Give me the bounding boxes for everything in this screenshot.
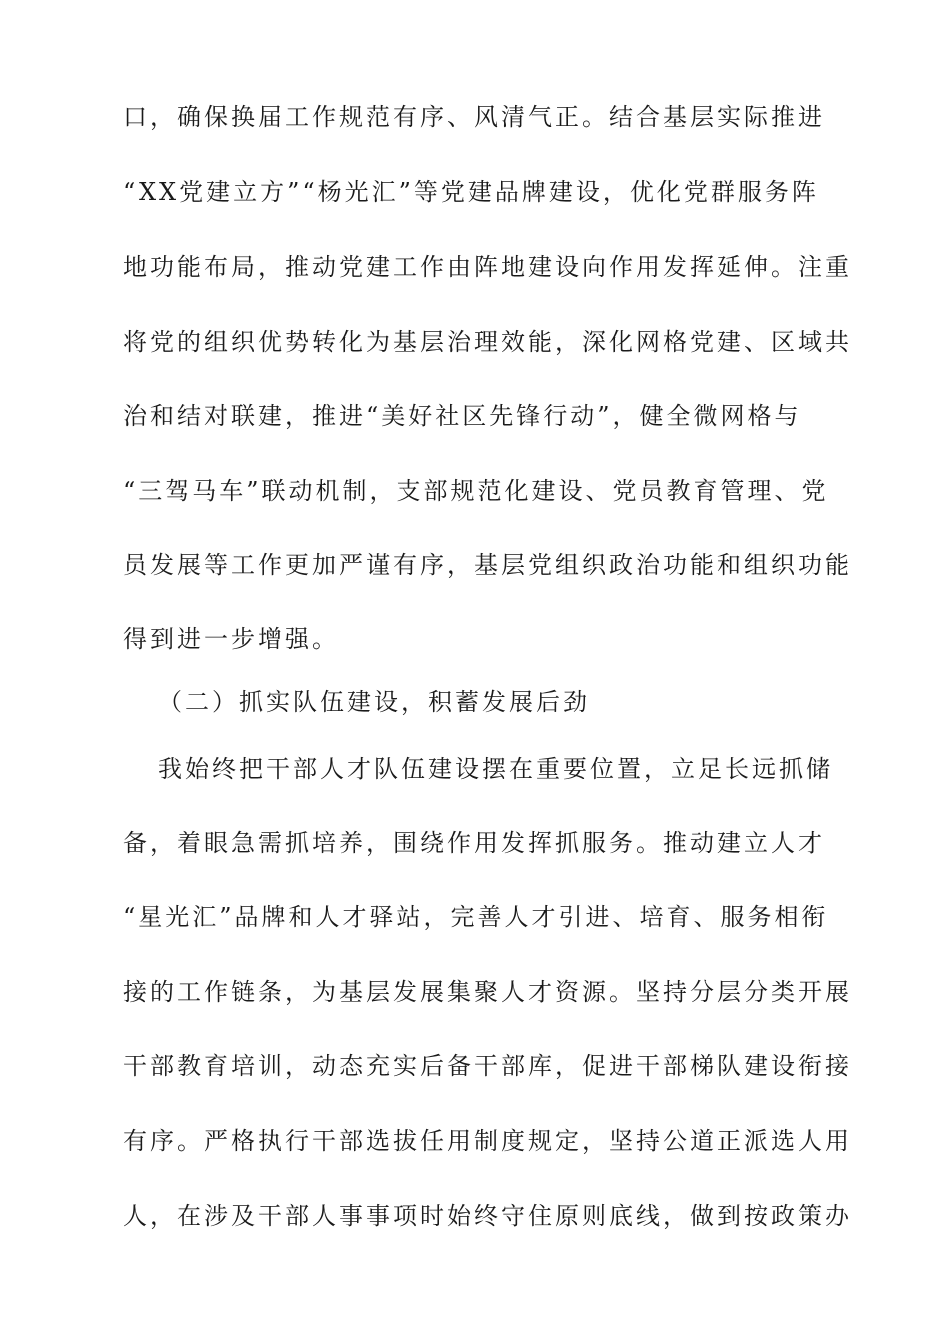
paragraph-line: 有序。严格执行干部选拔任用制度规定，坚持公道正派选人用	[123, 1127, 852, 1155]
paragraph-line: 人，在涉及干部人事事项时始终守住原则底线，做到按政策办	[123, 1202, 852, 1230]
paragraph-line: 地功能布局，推动党建工作由阵地建设向作用发挥延伸。注重	[123, 253, 852, 281]
paragraph-line: 将党的组织优势转化为基层治理效能，深化网格党建、区域共	[123, 328, 852, 356]
paragraph-line: 治和结对联建，推进“美好社区先锋行动”，健全微网格与	[123, 402, 802, 430]
paragraph-line: 我始终把干部人才队伍建设摆在重要位置，立足长远抓储	[158, 755, 833, 783]
paragraph-line: 得到进一步增强。	[123, 625, 339, 653]
paragraph-line: “三驾马车”联动机制，支部规范化建设、党员教育管理、党	[123, 477, 829, 505]
paragraph-line: 备，着眼急需抓培养，围绕作用发挥抓服务。推动建立人才	[123, 829, 825, 857]
paragraph-line: 干部教育培训，动态充实后备干部库，促进干部梯队建设衔接	[123, 1052, 852, 1080]
paragraph-line: “XX党建立方”“杨光汇”等党建品牌建设，优化党群服务阵	[123, 178, 819, 206]
section-heading: （二）抓实队伍建设，积蓄发展后劲	[158, 688, 590, 716]
paragraph-line: 员发展等工作更加严谨有序，基层党组织政治功能和组织功能	[123, 551, 852, 579]
paragraph-line: 接的工作链条，为基层发展集聚人才资源。坚持分层分类开展	[123, 978, 852, 1006]
paragraph-line: “星光汇”品牌和人才驿站，完善人才引进、培育、服务相衔	[123, 903, 829, 931]
paragraph-line: 口，确保换届工作规范有序、风清气正。结合基层实际推进	[123, 103, 825, 131]
